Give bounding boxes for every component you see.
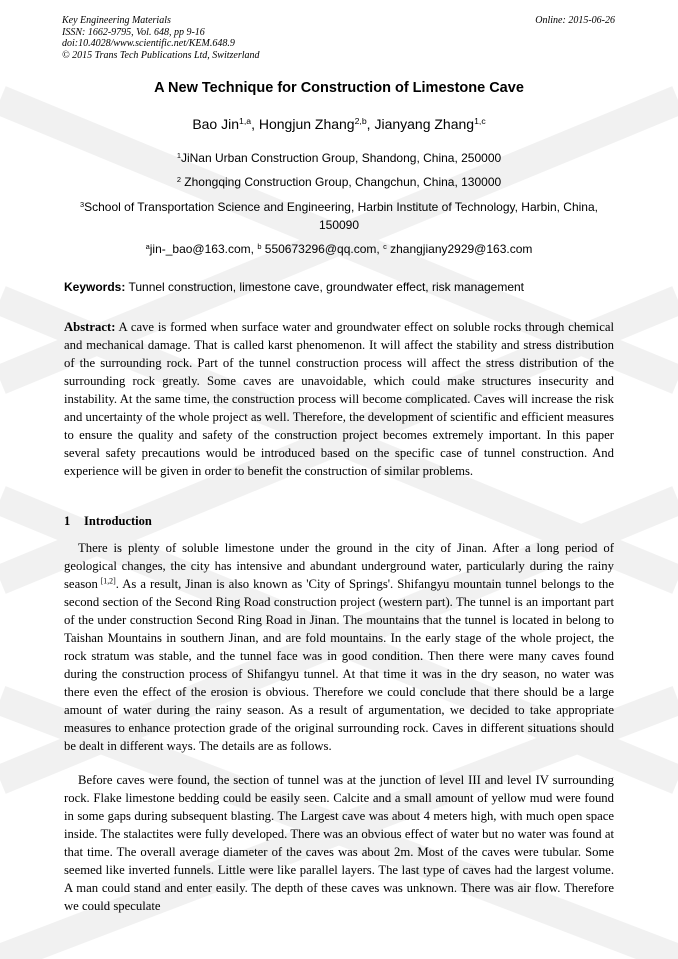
email-sup: a	[145, 241, 150, 251]
author-name: Jianyang Zhang	[374, 116, 475, 132]
section-heading	[64, 514, 152, 529]
issn-line: ISSN: 1662-9795, Vol. 648, pp 9-16	[62, 26, 205, 38]
paragraph-text: . As a result, Jinan is also known as 'City of Springs'. Shifangyu mountain tunnel belongs to the second section of the Second Ring Road construction project (western part). The tunnel is an important part of the under construction Second Ring Road in Jinan. The mountains that the tunnel is located in belong to Taishan Mountains in southern Jinan, and are fold mountains. In the early stage of the whole project, the rock stratum was stable, and the tunnel face was in good condition. Then there were many caves found during the construction process of Shifangyu tunnel. At that time it was in the dry season, no water was there even the effect of the erosion is obvious. Therefore we could conclude that there should be a large amount of water during the rainy season. As a result of argumentation, we decided to take appropriate measures to enhance protection grade of the original surrounding rock. Caves in different situations should be dealt in different ways. The details are as follows.	[64, 577, 614, 753]
doi-line: doi:10.4028/www.scientific.net/KEM.648.9	[62, 38, 235, 49]
online-date: Online: 2015-06-26	[535, 15, 615, 26]
paper-title: A New Technique for Construction of Limestone Cave	[154, 80, 524, 96]
affiliation-text: Zhongqing Construction Group, Changchun, China, 130000	[180, 175, 502, 189]
body-paragraph: Before caves were found, the section of tunnel was at the junction of level III and level IV surrounding rock. Flake limestone bedding could be easily seen. Calcite and a small amount of yellow mud were found in some gaps during subsequent blasting. The Largest cave was about 4 meters high, with much open space inside. The stalactites were fully developed. There was an obvious effect of water but no water was found at that time. The overall average diameter of the caves was about 2m. Most of the caves were tubular. Some seemed like inverted funnels. Little were like parallel layers. The last type of caves had the largest volume. A man could stand and enter easily. The depth of these caves was unknown. There was air flow. Therefore we could speculate	[64, 773, 614, 913]
keywords-text: Tunnel construction, limestone cave, groundwater effect, risk management	[125, 280, 525, 294]
author-sup: 1,a	[239, 116, 252, 127]
affiliation-sup: 1	[176, 150, 181, 160]
affiliation-text: JiNan Urban Construction Group, Shandong, China, 250000	[180, 151, 502, 165]
author-sup: 1,c	[474, 116, 486, 127]
abstract	[64, 318, 614, 480]
section-number: 1	[64, 514, 71, 528]
body-paragraph	[64, 539, 614, 755]
journal-name: Key Engineering Materials	[62, 15, 171, 26]
email-sup: c	[383, 241, 387, 251]
email-sup: b	[257, 241, 262, 251]
author-name: Bao Jin	[192, 116, 240, 132]
keywords	[64, 280, 616, 294]
section-title: Introduction	[84, 514, 152, 528]
paragraph-text: There is plenty of soluble limestone under the ground in the city of Jinan. After a long period of geological changes, the city has intensive and abundant underground water, particularly during the rainy season	[64, 541, 614, 591]
affiliation-sup: 2	[176, 174, 181, 184]
email-text: 550673296@qq.com,	[261, 242, 384, 256]
affiliation	[60, 173, 618, 191]
author-separator: ,	[251, 116, 259, 132]
affiliation-sup: 3	[79, 199, 85, 209]
abstract-label: Abstract:	[64, 320, 116, 334]
email-list	[60, 240, 618, 258]
author-name: Hongjun Zhang	[258, 116, 355, 132]
email-text: zhangjiany2929@163.com	[386, 242, 533, 256]
author-sup: 2,b	[354, 116, 367, 127]
author-list	[0, 116, 678, 132]
affiliation	[60, 149, 618, 167]
affiliation	[60, 198, 618, 234]
email-text: jin-_bao@163.com,	[149, 242, 258, 256]
keywords-label: Keywords:	[64, 280, 126, 294]
affiliation-text: School of Transportation Science and Engineering, Harbin Institute of Technology, Harbin, China, 150090	[84, 200, 598, 232]
citation: [1,2]	[97, 576, 116, 586]
journal-header	[62, 15, 260, 61]
author-separator: ,	[366, 116, 375, 132]
copyright-line: © 2015 Trans Tech Publications Ltd, Switzerland	[62, 49, 260, 61]
abstract-text: A cave is formed when surface water and groundwater effect on soluble rocks through chemical and mechanical damage. That is called karst phenomenon. It will affect the stability and stress distribution of the surrounding rock. Part of the tunnel construction process will affect the stress distribution of the surrounding rock greatly. Some caves are unavoidable, which could make structures insecurity and instability. At the same time, the construction process will become complicated. Caves will increase the risk and uncertainty of the whole project as well. Therefore, the development of scientific and efficient measures to ensure the quality and safety of the construction project becomes extremely important. In this paper several safety precautions would be introduced based on the specific case of tunnel construction. And experience will be given in order to benefit the construction of similar problems.	[64, 320, 614, 478]
